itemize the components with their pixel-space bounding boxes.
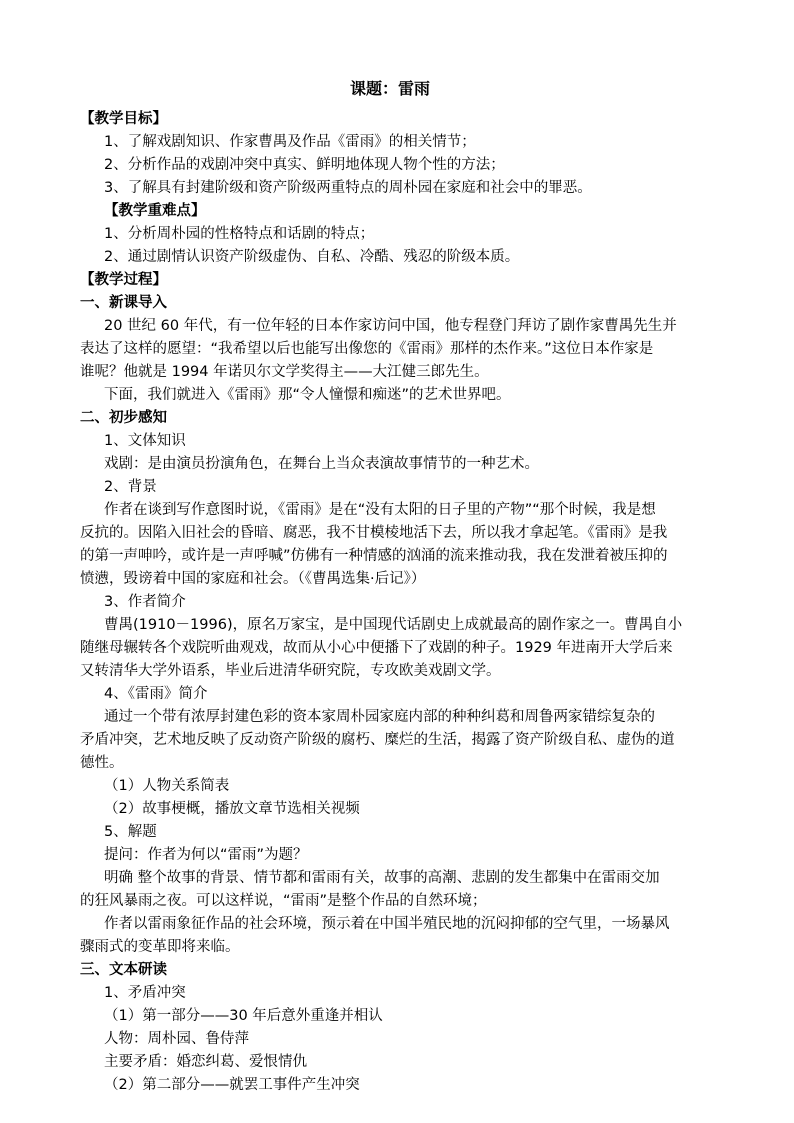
paragraph-line: 主要矛盾：婚恋纠葛、爱恨情仇 [104, 1054, 307, 1070]
goal-item: 2、分析作品的戏剧冲突中真实、鲜明地体现人物个性的方法； [104, 157, 505, 173]
paragraph-line: 德性。 [80, 755, 124, 771]
list-item: （2）故事梗概，播放文章节选相关视频 [104, 801, 360, 817]
subheading: 3、作者简介 [104, 594, 186, 610]
subheading: 1、矛盾冲突 [104, 985, 186, 1001]
keypoint-item: 1、分析周朴园的性格特点和话剧的特点； [104, 226, 375, 242]
goal-item: 3、了解具有封建阶级和资产阶级两重特点的周朴园在家庭和社会中的罪恶。 [104, 180, 592, 196]
section-heading: 一、新课导入 [80, 295, 167, 311]
goals-heading: 【教学目标】 [80, 111, 167, 127]
paragraph-line: 愤懑，毁谤着中国的家庭和社会。（《曹禺选集·后记》） [80, 571, 426, 587]
list-item: （1）人物关系简表 [104, 778, 230, 794]
paragraph-line: 通过一个带有浓厚封建色彩的资本家周朴园家庭内部的种种纠葛和周鲁两家错综复杂的 [104, 709, 655, 725]
paragraph-line: 曹禺(1910－1996)，原名万家宝，是中国现代话剧史上成就最高的剧作家之一。曹禺自小 [104, 617, 683, 633]
paragraph-line: 作者以雷雨象征作品的社会环境，预示着在中国半殖民地的沉闷抑郁的空气里，一场暴风 [104, 916, 670, 932]
paragraph-line: 戏剧：是由演员扮演角色，在舞台上当众表演故事情节的一种艺术。 [104, 456, 539, 472]
goal-item: 1、了解戏剧知识、作家曹禺及作品《雷雨》的相关情节； [104, 134, 476, 150]
section-heading: 二、初步感知 [80, 410, 167, 426]
keypoints-heading: 【教学重难点】 [104, 203, 206, 219]
paragraph-line: 谁呢？他就是 1994 年诺贝尔文学奖得主——大江健三郎先生。 [80, 364, 489, 380]
paragraph-line: 随继母辗转各个戏院听曲观戏，故而从小心中便播下了戏剧的种子。1929 年进南开大学后来 [80, 640, 673, 656]
list-item: （2）第二部分——就罢工事件产生冲突 [104, 1077, 360, 1093]
subheading: 5、解题 [104, 824, 157, 840]
paragraph-line: 的狂风暴雨之夜。可以这样说，“雷雨”是整个作品的自然环境； [80, 893, 487, 909]
paragraph-line: 的第一声呻吟，或许是一声呼喊”仿佛有一种情感的汹涌的流来推动我，我在发泄着被压抑的 [80, 548, 668, 564]
paragraph-line: 骤雨式的变革即将来临。 [80, 939, 240, 955]
paragraph-line: 矛盾冲突，艺术地反映了反动资产阶级的腐朽、糜烂的生活，揭露了资产阶级自私、虚伪的道 [80, 732, 675, 748]
paragraph-line: 表达了这样的愿望：“我希望以后也能写出像您的《雷雨》那样的杰作来。”这位日本作家是 [80, 341, 654, 357]
paragraph-line: 人物：周朴园、鲁侍萍 [104, 1031, 249, 1047]
paragraph-line: 反抗的。因陷入旧社会的昏暗、腐恶，我不甘模棱地活下去，所以我才拿起笔。《雷雨》是我 [80, 525, 668, 541]
subheading: 1、文体知识 [104, 433, 186, 449]
paragraph-line: 作者在谈到写作意图时说，《雷雨》是在“没有太阳的日子里的产物”“那个时候，我是想 [104, 502, 656, 518]
paragraph-line: 20 世纪 60 年代，有一位年轻的日本作家访问中国，他专程登门拜访了剧作家曹禺先生并 [104, 318, 677, 334]
section-heading: 三、文本研读 [80, 962, 167, 978]
paragraph-line: 明确 整个故事的背景、情节都和雷雨有关，故事的高潮、悲剧的发生都集中在雷雨交加 [104, 870, 660, 886]
list-item: （1）第一部分——30 年后意外重逢并相认 [104, 1008, 383, 1024]
paragraph-line: 又转清华大学外语系，毕业后进清华研究院，专攻欧美戏剧文学。 [80, 663, 501, 679]
page-title: 课题：雷雨 [350, 79, 431, 98]
paragraph-line: 下面，我们就进入《雷雨》那“令人憧憬和痴迷”的艺术世界吧。 [104, 387, 511, 403]
keypoint-item: 2、通过剧情认识资产阶级虚伪、自私、冷酷、残忍的阶级本质。 [104, 249, 520, 265]
paragraph-line: 提问：作者为何以“雷雨”为题？ [104, 847, 308, 863]
process-heading: 【教学过程】 [80, 272, 167, 288]
subheading: 4、《雷雨》简介 [104, 686, 208, 702]
subheading: 2、背景 [104, 479, 157, 495]
